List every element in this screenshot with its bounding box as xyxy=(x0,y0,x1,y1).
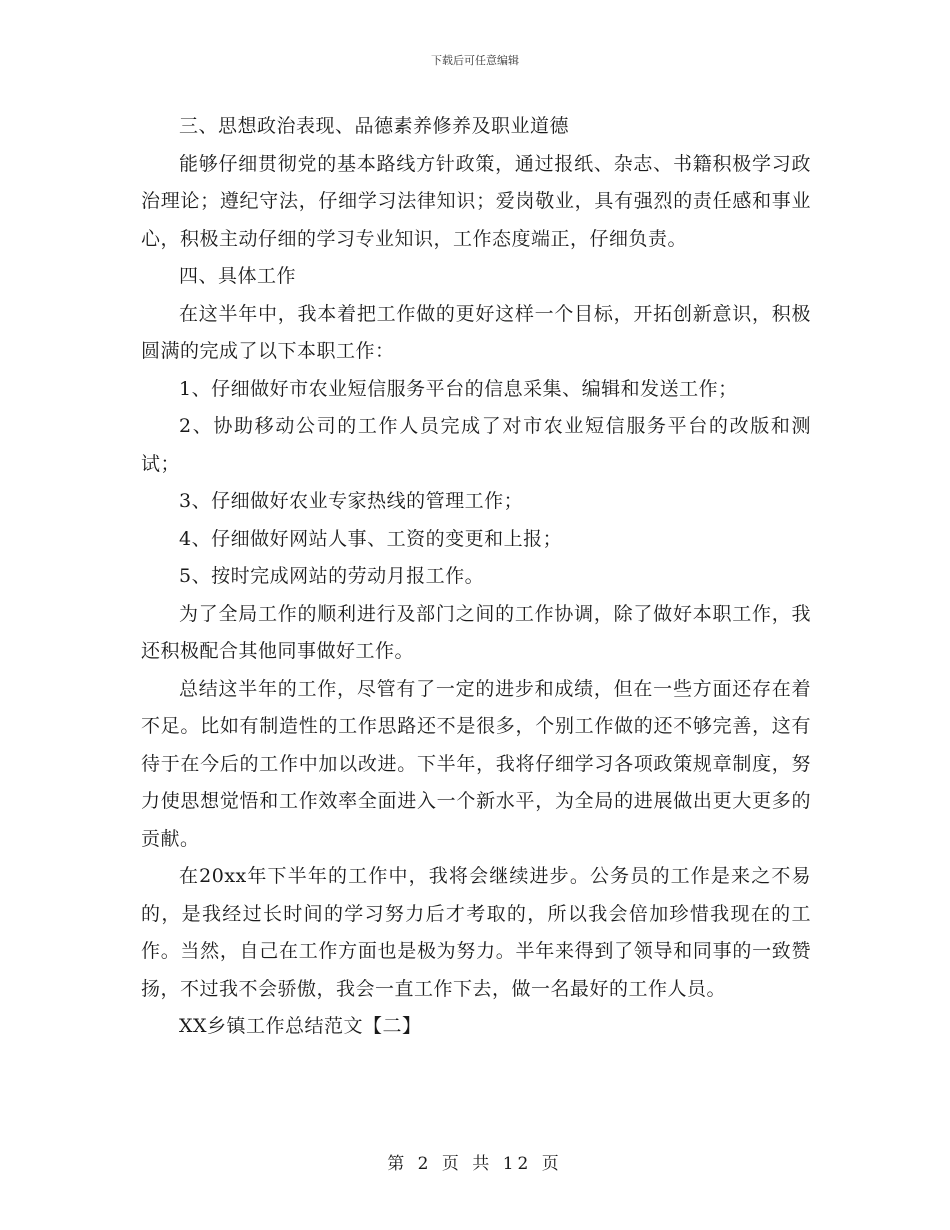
section-heading-3: 三、思想政治表现、品德素养修养及职业道德 xyxy=(179,115,570,137)
next-section-title: XX乡镇工作总结范文【二】 xyxy=(179,1015,422,1037)
paragraph: 在20xx年下半年的工作中，我将会继续进步。公务员的工作是来之不易的，是我经过长时间的学习努力后才考取的，所以我会倍加珍惜我现在的工作。当然，自己在工作方面也是极为努力。半年来得到了领导和同事的一致赞扬，不过我不会骄傲，我会一直工作下去，做一名最好的工作人员。 xyxy=(141,865,811,1000)
page-header-note: 下载后可任意编辑 xyxy=(431,54,519,67)
paragraph: 能够仔细贯彻党的基本路线方针政策，通过报纸、杂志、书籍积极学习政治理论；遵纪守法，仔细学习法律知识；爱岗敬业，具有强烈的责任感和事业心，积极主动仔细的学习专业知识，工作态度端正，仔细负责。 xyxy=(141,152,811,250)
page-number: 第 2 页 共 12 页 xyxy=(387,1154,563,1174)
list-item: 3、仔细做好农业专家热线的管理工作； xyxy=(179,490,524,512)
section-heading-4: 四、具体工作 xyxy=(179,265,297,287)
document-body xyxy=(141,108,811,1046)
list-item: 5、按时完成网站的劳动月报工作。 xyxy=(179,565,485,587)
paragraph: 为了全局工作的顺利进行及部门之间的工作协调，除了做好本职工作，我还积极配合其他同事做好工作。 xyxy=(141,602,811,662)
list-item: 4、仔细做好网站人事、工资的变更和上报； xyxy=(179,527,563,550)
paragraph: 在这半年中，我本着把工作做的更好这样一个目标，开拓创新意识，积极圆满的完成了以下本职工作： xyxy=(141,302,811,362)
list-item: 1、仔细做好市农业短信服务平台的信息采集、编辑和发送工作； xyxy=(179,377,738,400)
paragraph: 总结这半年的工作，尽管有了一定的进步和成绩，但在一些方面还存在着不足。比如有制造性的工作思路还不是很多，个别工作做的还不够完善，这有待于在今后的工作中加以改进。下半年，我将仔细学习各项政策规章制度，努力使思想觉悟和工作效率全面进入一个新水平，为全局的进展做出更大更多的贡献。 xyxy=(141,677,811,850)
list-item: 2、协助移动公司的工作人员完成了对市农业短信服务平台的改版和测试； xyxy=(141,415,811,475)
